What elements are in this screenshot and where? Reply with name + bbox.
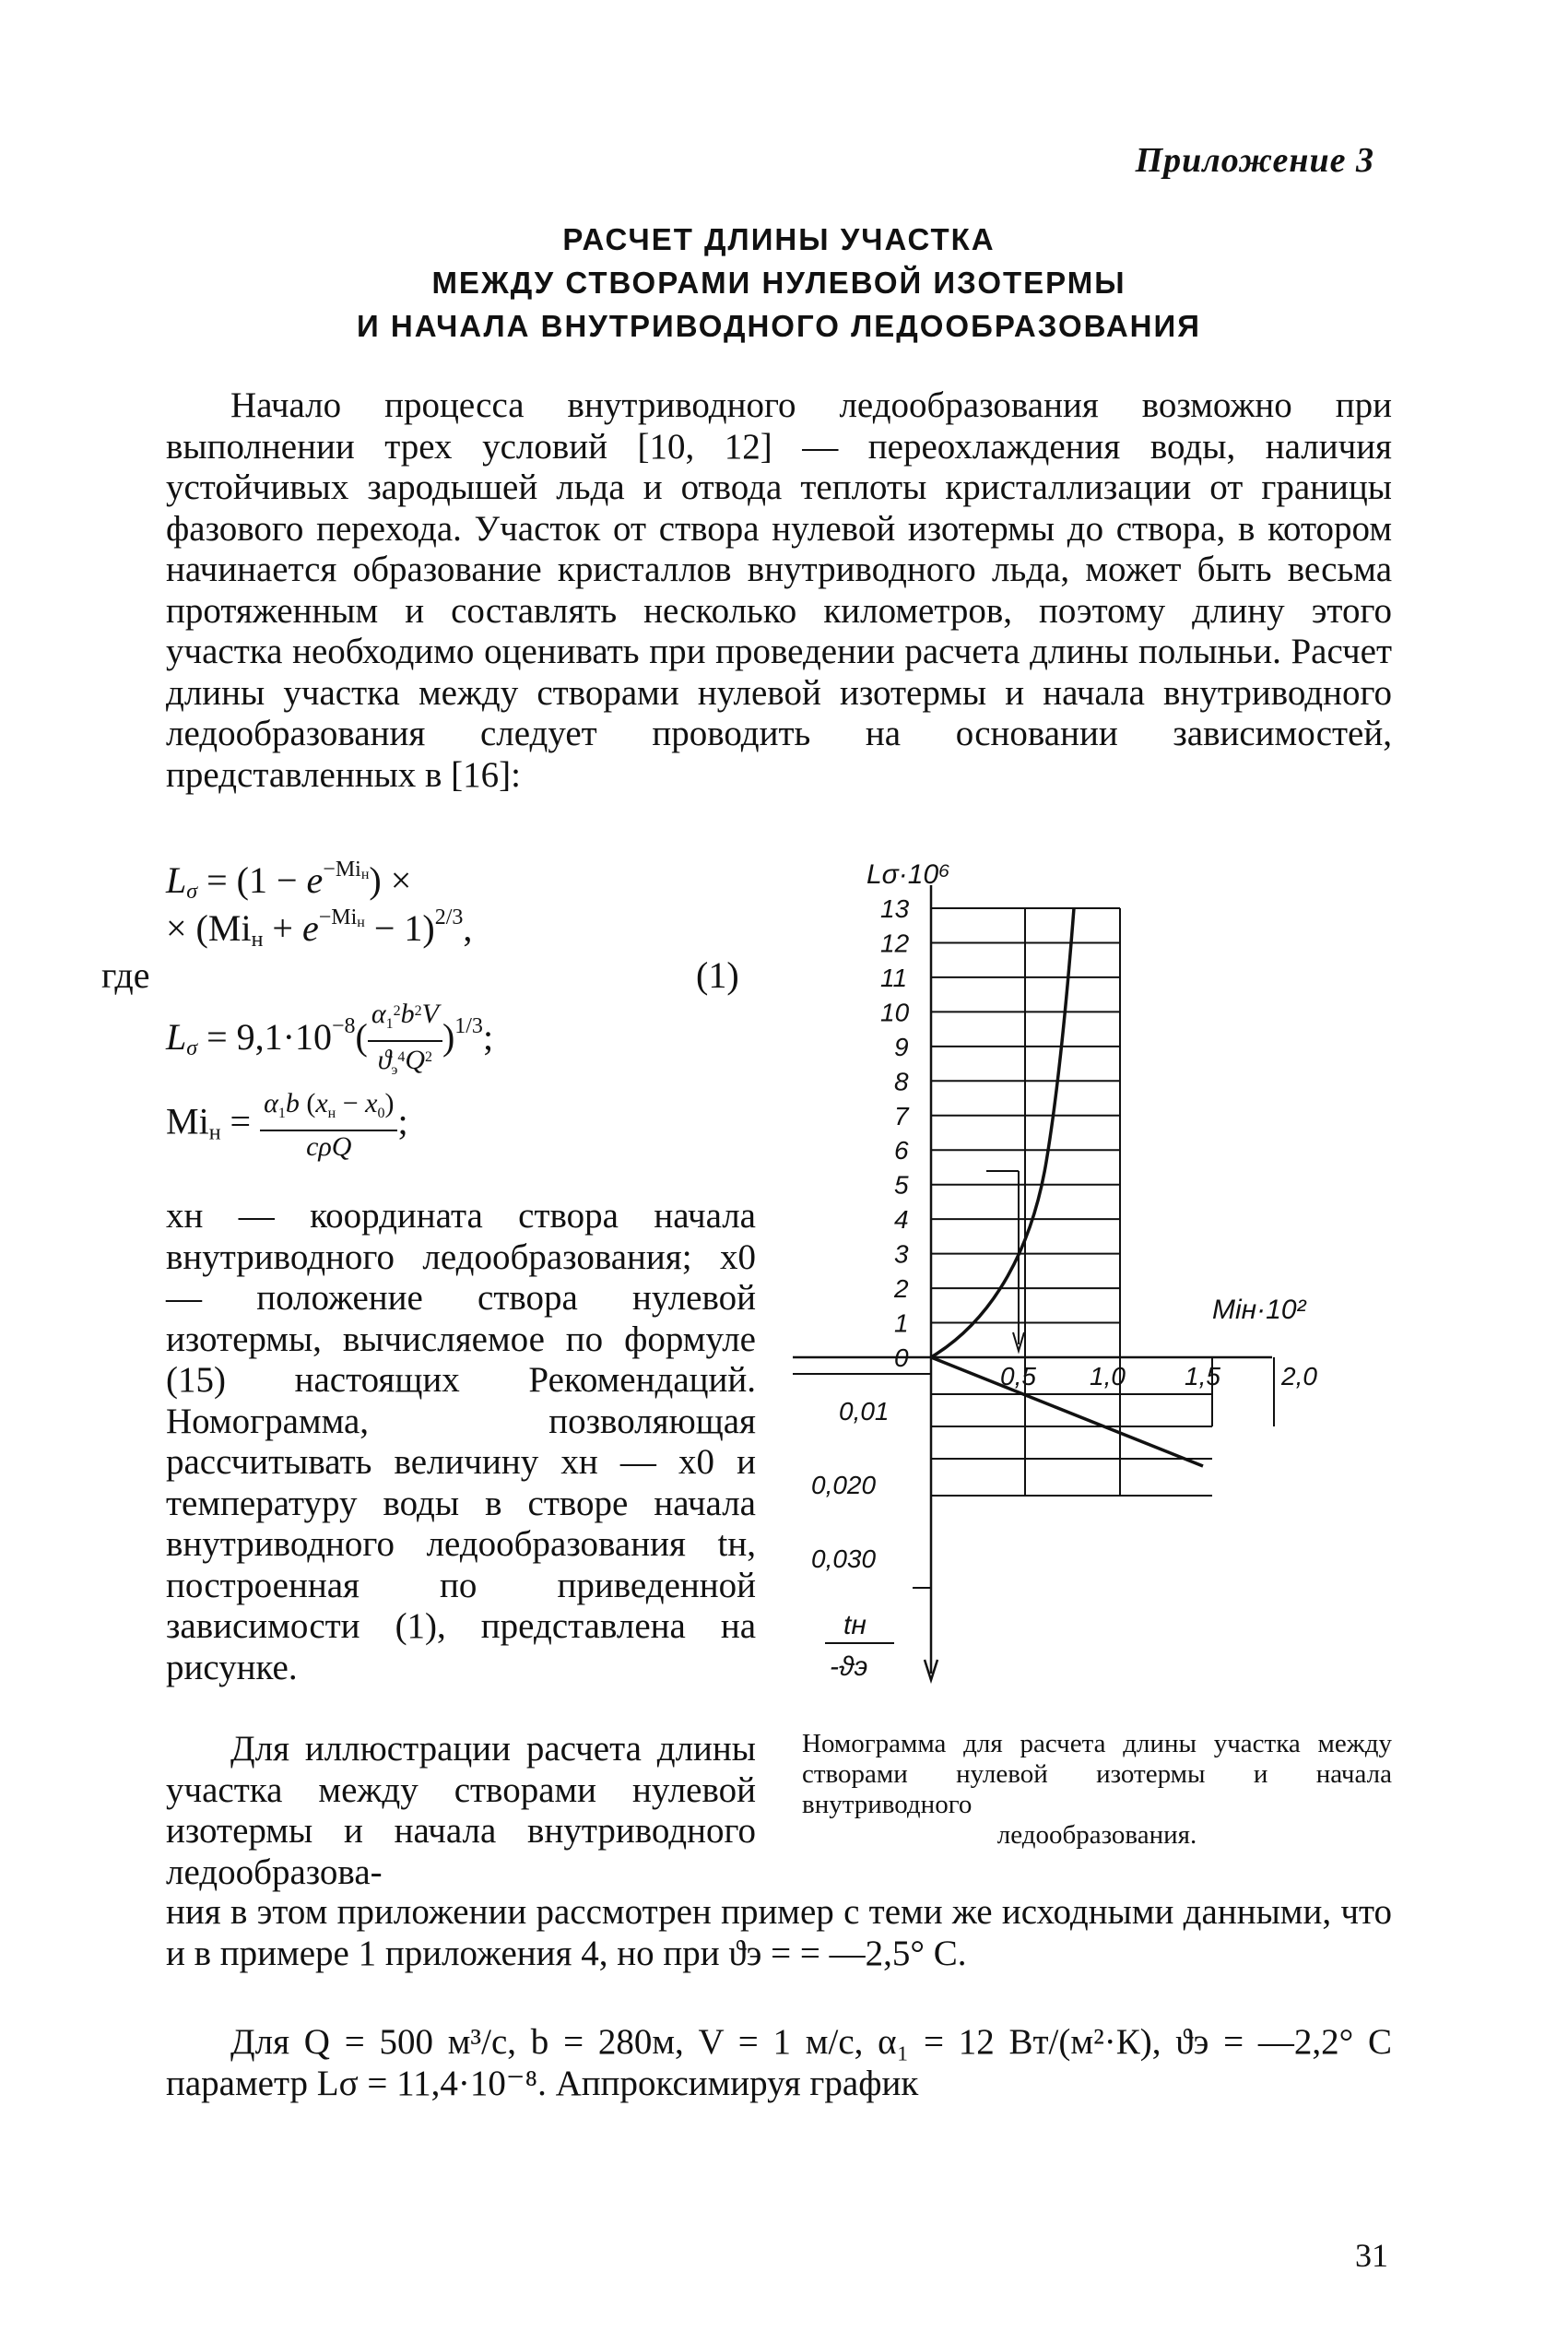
formula-block [101,858,765,1199]
nomogram-svg [793,858,1401,1715]
top-tick-label: 12 [880,929,910,958]
where-label: где [101,954,150,996]
nomogram-labels [811,859,1317,1682]
equation-number: (1) [696,954,739,996]
intro-paragraph: Начало процесса внутриводного ледообразования возможно при выполнении трех условий [10, 12] — переохлаждения воды, наличия устойчивых зародышей льда и отвода теплоты кристаллизации от границы фазового перехода. Участок от створа нулевой изотермы до створа, в котором начинается образование кристаллов внутриводного льда, может быть весьма протяженным и составлять несколько километров, поэтому длину этого участка необходимо оценивать при проведении расчета длины полыньи. Расчет длины участка между створами нулевой изотермы и начала внутриводного ледообразования следует проводить на основании зависимостей, представленных в [16]: [166,385,1392,795]
bottom-axis-label-top: tн [843,1610,867,1640]
title-line-3: И НАЧАЛА ВНУТРИВОДНОГО ЛЕДООБРАЗОВАНИЯ [357,309,1201,343]
figure-caption-last-line: ледообразования. [996,1820,1197,1850]
bottom-tick-label: 0,01 [839,1397,890,1426]
bottom-tick-label: 0,020 [811,1471,877,1499]
title-line-2: МЕЖДУ СТВОРАМИ НУЛЕВОЙ ИЗОТЕРМЫ [431,266,1126,300]
top-tick-label: 9 [894,1032,909,1061]
top-axis-label: Lσ·10⁶ [867,859,950,890]
right-tick-label: 2,0 [1281,1362,1317,1390]
continuation-text: ния в этом приложении рассмотрен пример с теми же исходными данными, что и в примере 1 приложения 4, но при ϑэ = = —2,5° C. [166,1892,1392,1973]
right-axis-label: Miн·10² [1212,1295,1306,1325]
l-sigma-curve [931,908,1074,1357]
top-tick-label: 11 [880,963,908,992]
figure-caption-text: Номограмма для расчета длины участка между створами нулевой изотермы и начала внутриводного [802,1729,1392,1819]
top-tick-label: 0 [894,1343,909,1372]
top-tick-label: 13 [880,894,910,923]
figure-caption [802,1729,1392,1851]
nomogram-curves [931,908,1203,1466]
formula-2: $L_\sigma = 9,1\cdot 10^{-8}$( $\frac{\alpha_1^2b^2V}{ϑ_э^4Q^2}$ )$^{1/3}$; [166,996,493,1086]
top-tick-label: 4 [894,1205,909,1235]
right-tick-label: 1,5 [1185,1362,1220,1390]
page-number: 31 [1355,2237,1388,2274]
left-column-text: xн — координата створа начала внутриводного ледообразования; x0 — положение створа нулевой изотермы, вычисляемое по формуле (15) настоящих Рекомендаций. Номограмма, позволяющая рассчитывать величину xн — x0 и температуру воды в створе начала внутриводного ледообразования tн, построенная по приведенной зависимости (1), представлена на рисунке. [166,1196,756,1687]
top-tick-label: 5 [894,1170,909,1200]
title-line-1: РАСЧЕТ ДЛИНЫ УЧАСТКА [562,222,996,256]
temperature-line [931,1357,1203,1466]
top-tick-label: 7 [894,1101,909,1130]
bottom-axis-label-bottom: -ϑэ [830,1651,868,1682]
top-tick-label: 2 [894,1274,909,1304]
right-tick-label: 0,5 [1000,1362,1036,1390]
top-tick-label: 8 [894,1067,909,1096]
top-tick-label: 10 [880,998,910,1027]
top-tick-label: 6 [894,1136,909,1166]
bottom-tick-label: 0,030 [811,1544,877,1573]
right-tick-label: 1,0 [1090,1362,1126,1390]
top-tick-label: 1 [894,1308,909,1338]
formula-3: $Mi_н$ = $\frac{\alpha_1b (x_н - x_0)}{\text{cρQ}}$ ; [166,1088,408,1162]
formula-1-line-2: × $(Mi_н + e^{-Mi_н} - 1)^{2/3}$, [166,905,473,952]
nomogram-figure [793,858,1401,1715]
appendix-label: Приложение 3 [1135,141,1374,180]
formula-1-line-1: $L_\sigma = (1 - e^{-Mi_н})$ × [166,858,412,904]
page-title [166,218,1392,348]
example-text: Для Q = 500 м³/с, b = 280м, V = 1 м/с, α₁ = 12 Вт/(м²·К), ϑэ = —2,2° C параметр Lσ = 11,4·10⁻⁸. Аппроксимируя график [166,2022,1392,2103]
left-column-text-2: Для иллюстрации расчета длины участка между створами нулевой изотермы и начала внутриводного ледообразова- [166,1729,756,1892]
top-tick-label: 3 [894,1239,909,1269]
